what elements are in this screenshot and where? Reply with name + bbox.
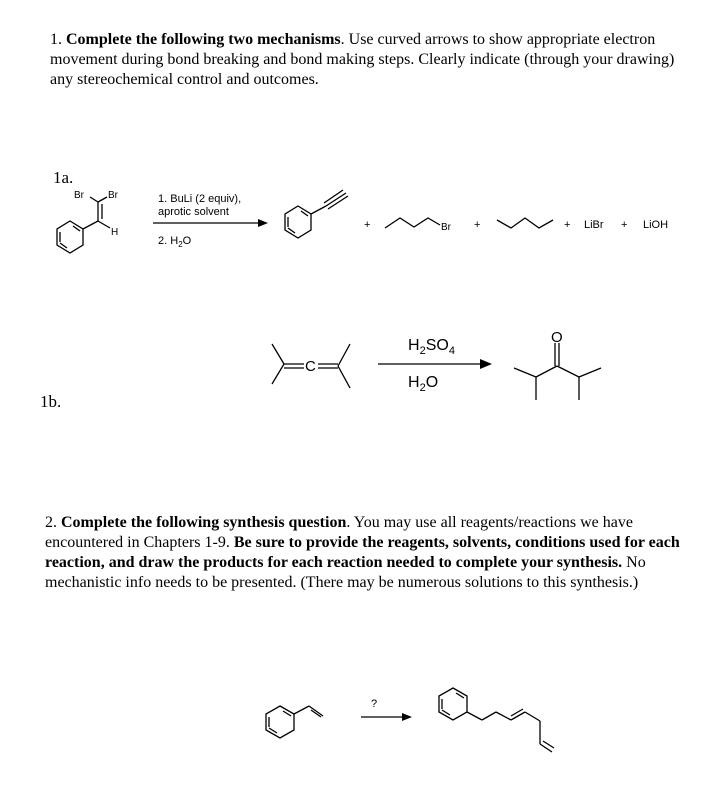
product-phenylacetylene [285, 190, 348, 238]
reagent-h2o: $H_2O$ [408, 374, 439, 394]
q2-title: Complete the following synthesis question [61, 514, 347, 531]
plus-3: + [564, 219, 571, 231]
product-lioh: LiOH [643, 219, 669, 231]
label-1b: 1b. [40, 392, 62, 411]
reaction-arrow-1a [153, 193, 268, 249]
benzene-ring [285, 206, 311, 238]
benzene-ring [439, 688, 467, 720]
synthesis-arrow [361, 698, 412, 721]
product-libr: LiBr [584, 219, 604, 231]
plus-2: + [474, 219, 481, 231]
synthesis-starting-styrene [266, 706, 323, 738]
q2-bold-instructions: Be sure to provide the reagents, solvents, conditions used for each reaction, and draw the products for each reaction needed to complete your synthesis. [45, 534, 680, 571]
starting-material-dibromoalkene [57, 190, 119, 253]
reaction-arrow-1b [378, 337, 492, 394]
benzene-ring [266, 706, 294, 738]
q1-title: Complete the following two mechanisms [66, 31, 341, 48]
q1-instructions: . Use curved arrows to show appropriate electron movement during bond breaking and bond making steps. Clearly indicate (through your drawing) any stereochemical control and outcomes. [50, 31, 675, 88]
reagent-1a-step2: 2. $H_2O$ [158, 235, 192, 249]
product-butane [497, 218, 553, 228]
plus-4: + [621, 219, 628, 231]
bromide-br: Br [441, 222, 451, 233]
sm-h: H [111, 227, 119, 238]
carbonyl-o: O [551, 329, 563, 346]
reagent-h2so4: $H_2SO_4$ [408, 337, 455, 357]
q2-number: 2. [45, 514, 57, 531]
sm-br-left: Br [74, 190, 84, 201]
product-butyl-bromide [385, 218, 452, 233]
q1-number: 1. [50, 31, 62, 48]
synthesis-target-diene [439, 688, 554, 752]
label-1a: 1a. [53, 168, 74, 187]
synthesis-arrow-label: ? [371, 698, 378, 710]
allene-central-c: C [305, 358, 316, 375]
product-ketone [514, 329, 601, 400]
starting-material-allene [272, 344, 350, 388]
plus-1: + [364, 219, 371, 231]
reagent-1a-step1b: aprotic solvent [158, 206, 229, 218]
benzene-ring [57, 221, 83, 253]
q2-text-3: No mechanistic info needs to be presented. (There may be numerous solutions to this synthesis.) [45, 554, 646, 591]
reagent-1a-step1: 1. BuLi (2 equiv), [158, 193, 242, 205]
q2-text-1: . You may use all reagents/reactions we have encountered in Chapters 1-9. [45, 514, 633, 551]
sm-br-right: Br [108, 190, 118, 201]
